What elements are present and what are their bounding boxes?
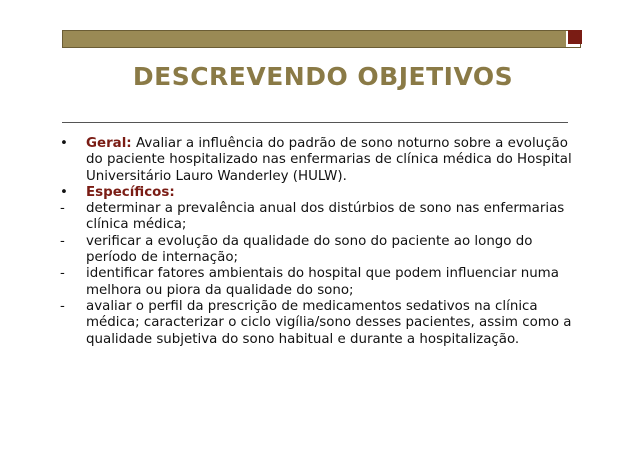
specific-item-text: identificar fatores ambientais do hospital que podem influenciar numa melhora ou piora da qualidade do sono; [86, 266, 559, 298]
specific-item-text: verificar a evolução da qualidade do sono do paciente ao longo do período de internação; [86, 233, 533, 266]
specific-label: Específicos: [86, 184, 175, 200]
slide-content [60, 136, 580, 348]
dash-marker: - [60, 233, 65, 249]
specific-item [60, 234, 580, 267]
general-text: Avaliar a influência do padrão de sono noturno sobre a evolução do paciente hospitalizado nas enfermarias de clínica médica do Hospital Universitário Lauro Wanderley (HULW). [86, 136, 572, 184]
slide-title [0, 62, 638, 91]
dash-marker: - [60, 266, 65, 282]
specific-item [60, 201, 580, 234]
dash-marker: - [60, 201, 65, 217]
specific-item [60, 299, 580, 348]
bullet-marker: • [60, 136, 68, 151]
specific-item [60, 266, 580, 299]
top-red-square [568, 30, 582, 44]
title-divider [62, 122, 568, 123]
specific-item-text: avaliar o perfil da prescrição de medicamentos sedativos na clínica médica; caracterizar o ciclo vigília/sono desses pacientes, assim como a qualidade subjetiva do sono habitual e durante a hospitalização. [86, 298, 572, 347]
bullet-marker: • [60, 184, 68, 200]
general-objective [60, 136, 580, 185]
specific-item-text: determinar a prevalência anual dos distúrbios de sono nas enfermarias clínica médica; [86, 201, 565, 233]
general-label: Geral: [86, 136, 132, 151]
top-decorative-bar [62, 30, 568, 48]
specific-objectives-heading [60, 185, 580, 201]
dash-marker: - [60, 298, 65, 314]
slide-title-text: DESCREVENDO OBJETIVOS [132, 62, 514, 91]
